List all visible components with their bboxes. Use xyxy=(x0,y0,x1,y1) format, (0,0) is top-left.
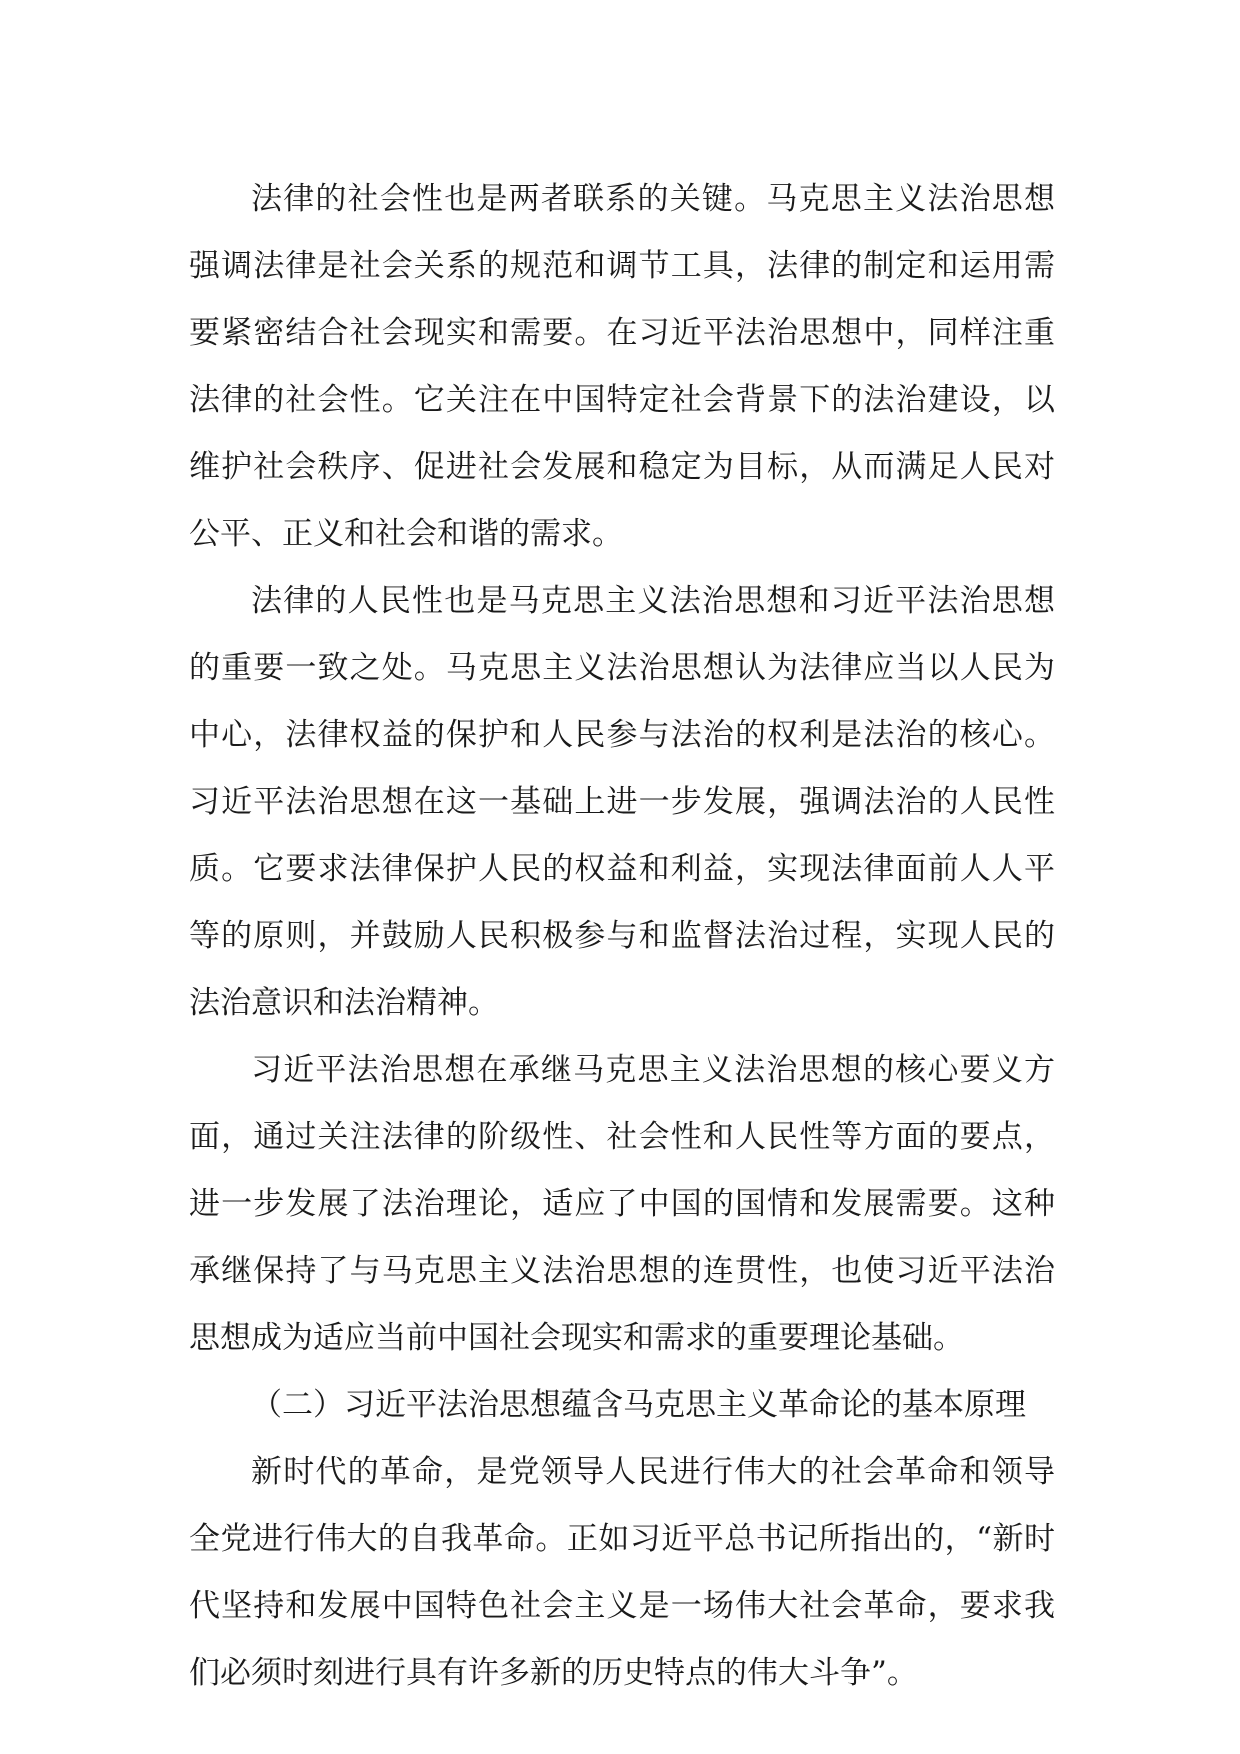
paragraph-people-nature: 法律的人民性也是马克思主义法治思想和习近平法治思想的重要一致之处。马克思主义法治思想认为法律应当以人民为中心，法律权益的保护和人民参与法治的权利是法治的核心。习近平法治思想在这一基础上进一步发展，强调法治的人民性质。它要求法律保护人民的权益和利益，实现法律面前人人平等的原则，并鼓励人民积极参与和监督法治过程，实现人民的法治意识和法治精神。 xyxy=(189,583,1055,1021)
paragraph-social-nature: 法律的社会性也是两者联系的关键。马克思主义法治思想强调法律是社会关系的规范和调节工具，法律的制定和运用需要紧密结合社会现实和需要。在习近平法治思想中，同样注重法律的社会性。它关注在中国特定社会背景下的法治建设，以维护社会秩序、促进社会发展和稳定为目标，从而满足人民对公平、正义和社会和谐的需求。 xyxy=(189,181,1055,552)
document-body xyxy=(189,166,1055,1707)
section-heading: （二）习近平法治思想蕴含马克思主义革命论的基本原理 xyxy=(251,1387,1026,1423)
paragraph-revolution: 新时代的革命，是党领导人民进行伟大的社会革命和领导全党进行伟大的自我革命。正如习近平总书记所指出的，“新时代坚持和发展中国特色社会主义是一场伟大社会革命，要求我们必须时刻进行具有许多新的历史特点的伟大斗争”。 xyxy=(189,1454,1055,1691)
paragraph-inheritance: 习近平法治思想在承继马克思主义法治思想的核心要义方面，通过关注法律的阶级性、社会性和人民性等方面的要点，进一步发展了法治理论，适应了中国的国情和发展需要。这种承继保持了与马克思主义法治思想的连贯性，也使习近平法治思想成为适应当前中国社会现实和需求的重要理论基础。 xyxy=(189,1052,1055,1356)
